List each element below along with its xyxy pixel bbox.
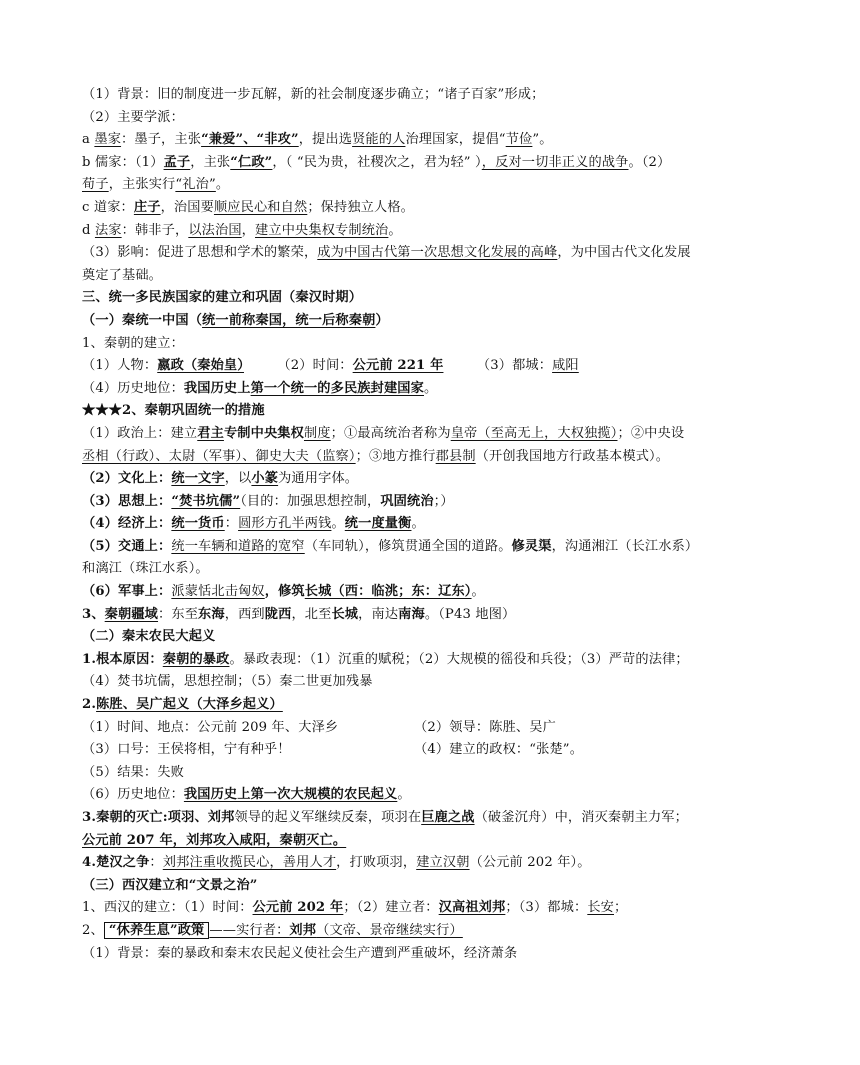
text-segment: 嬴政（秦始皇） — [157, 358, 244, 374]
text-segment: ，（ “民为贵，社稷次之，君为轻” ） — [272, 154, 482, 170]
document-body — [82, 84, 782, 965]
text-segment: ，反对一切非正义的战争 — [481, 154, 629, 170]
text-line — [82, 265, 782, 288]
text-segment: （目的：加强思想控制， — [240, 493, 381, 509]
text-segment: （3）影响：促进了思想和学术的繁荣， — [82, 245, 318, 261]
text-segment: 以法治国 — [188, 222, 242, 238]
text-segment: ； — [614, 900, 628, 916]
text-segment: ，修筑 — [264, 584, 305, 600]
text-segment: ，南达 — [358, 606, 399, 622]
text-segment: （1）背景：旧的制度进一步瓦解，新的社会制度逐步确立；“诸子百家”形成； — [82, 87, 545, 102]
text-segment: 长城 — [331, 606, 359, 622]
text-segment: 皇帝（至高无上，大权独揽） — [450, 425, 618, 441]
text-segment: （4）经济上： — [82, 516, 172, 532]
text-segment: b 儒家：（1） — [82, 154, 164, 170]
text-segment: 统一货币 — [171, 516, 225, 532]
text-segment: 建立中央集权专制统治 — [255, 222, 389, 238]
text-segment: 庄子 — [133, 199, 161, 215]
text-segment: ： — [224, 516, 239, 532]
text-segment: 公元前 221 年 — [352, 358, 444, 374]
text-line — [82, 626, 782, 649]
text-segment: 为通用字体。 — [278, 471, 359, 487]
text-segment: ，西到 — [224, 606, 265, 622]
text-segment: 3、 — [82, 606, 105, 622]
text-segment: 。 — [411, 516, 425, 532]
text-segment: 成为中国古代第一次思想文化发展的高峰 — [317, 245, 558, 261]
text-line — [82, 152, 782, 175]
text-line — [82, 197, 782, 220]
text-segment: 汉高祖刘邦 — [438, 900, 506, 916]
text-segment: 。 — [397, 787, 411, 803]
text-segment: （2）时间： — [244, 358, 353, 374]
text-segment: c 道家： — [82, 199, 134, 215]
text-line — [82, 604, 782, 627]
text-line — [82, 446, 782, 469]
text-segment: 治理国家，提倡“ — [405, 132, 506, 148]
text-segment: ，治国要 — [160, 199, 214, 215]
text-segment: ；③地方推行 — [355, 448, 436, 464]
text-segment: （2）主要学派： — [82, 109, 184, 125]
text-segment: 贤能的人 — [352, 132, 406, 148]
text-segment: ，以 — [224, 471, 252, 487]
text-segment: 郡县制 — [435, 448, 476, 464]
text-segment: （6）历史地位： — [82, 787, 184, 803]
text-segment: 陈胜、吴广起义（大泽乡起义） — [96, 697, 283, 713]
text-segment: ：东至 — [158, 606, 199, 622]
text-segment: 圆形方孔半两钱 — [238, 516, 332, 532]
text-line — [82, 242, 782, 265]
text-line — [82, 513, 782, 536]
text-segment: ， — [241, 222, 256, 238]
text-segment: ；②中央设 — [617, 425, 685, 441]
text-segment: 统一文字 — [171, 471, 225, 487]
text-segment: 领导的起义军继续反秦，项羽在 — [234, 810, 422, 825]
text-segment: 秦朝的暴政 — [162, 651, 230, 667]
text-segment: （4）建立的政权：“张楚”。 — [414, 742, 584, 758]
text-segment: ，提出选 — [298, 132, 353, 148]
text-segment: 3.秦朝的灭亡:项羽、刘邦 — [82, 810, 235, 825]
text-line — [82, 287, 782, 310]
text-segment: ： — [149, 855, 163, 871]
text-line — [82, 423, 782, 446]
text-segment: ：墨子，主张 — [121, 132, 202, 148]
text-line — [82, 129, 782, 152]
text-segment: 东海 — [198, 606, 225, 622]
text-line — [82, 649, 782, 672]
text-segment: 2. — [82, 697, 97, 713]
text-segment: 专制中央集权 — [223, 425, 304, 441]
text-segment: （文帝、景帝继续实行） — [316, 922, 463, 938]
text-segment: 荀子 — [82, 177, 109, 193]
text-segment: 第一个统一的多民族封建国家 — [250, 380, 424, 396]
text-line — [82, 491, 782, 514]
text-line — [82, 174, 782, 197]
text-line — [82, 897, 782, 920]
text-segment: （二）秦末农民大起义 — [82, 629, 216, 645]
text-segment: 君主 — [197, 425, 224, 441]
text-segment: 公元前 202 年 — [252, 900, 344, 916]
text-segment: 1.根本原因： — [82, 651, 163, 667]
text-segment: 统一度量衡 — [344, 516, 412, 532]
text-segment: ；） — [433, 493, 454, 509]
text-segment: 长城（西：临洮；东：辽东） — [304, 584, 472, 600]
text-segment: （一）秦统一中国（ — [82, 312, 203, 328]
text-segment: 。 — [423, 380, 438, 396]
text-line — [82, 852, 782, 875]
text-segment: “休养生息”政策 — [104, 922, 210, 939]
text-segment: 节俭 — [505, 132, 533, 148]
text-segment: 我国历史上 — [183, 380, 251, 396]
text-line — [82, 220, 782, 243]
text-line — [82, 84, 782, 107]
text-line — [82, 355, 782, 378]
text-segment: （6）军事上： — [82, 584, 172, 600]
text-segment: 墨家 — [94, 132, 122, 148]
text-segment: ；（3）都城： — [505, 900, 588, 916]
text-segment: 刘邦注重收揽民心，善用人才 — [162, 855, 337, 871]
text-line — [82, 694, 782, 717]
text-segment: 1、西汉的建立：（1）时间： — [82, 900, 253, 916]
text-segment: （破釜沉舟）中，消灭秦朝主力军； — [474, 810, 688, 825]
text-line — [82, 536, 782, 559]
text-segment: ”。 — [532, 132, 553, 148]
text-line — [82, 400, 782, 423]
text-segment: ；保持独立人格。 — [307, 199, 415, 215]
text-segment: 三、统一多民族国家的建立和巩固（秦汉时期） — [82, 290, 363, 306]
text-line — [82, 762, 782, 785]
text-segment: 。暴政表现：（1）沉重的赋税；（2）大规模的徭役和兵役；（3）严苛的法律； — [229, 651, 689, 667]
text-line — [82, 920, 782, 943]
text-segment: 巨鹿之战 — [421, 810, 475, 825]
text-segment: （4）焚书坑儒，思想控制；（5）秦二世更加残暴 — [82, 674, 373, 690]
text-segment: 。 — [331, 516, 345, 532]
text-segment: 长安 — [587, 900, 614, 916]
text-segment: 统一车辆和道路的宽窄 — [171, 538, 305, 554]
text-segment: 奠定了基础。 — [82, 267, 163, 283]
text-segment: 顺应民心和自然 — [213, 199, 308, 215]
text-segment: 刘邦 — [289, 922, 317, 938]
text-line — [82, 717, 782, 740]
text-segment: ；（2）建立者： — [343, 900, 439, 916]
text-line — [82, 830, 782, 853]
text-segment: ，主张 — [190, 154, 231, 170]
text-segment: （1）政治上：建立 — [82, 425, 198, 441]
text-segment: ，北至 — [291, 606, 332, 622]
text-segment: 。（P43 地图） — [424, 606, 516, 622]
text-segment: 建立汉朝 — [416, 855, 470, 871]
text-segment: ；①最高统治者称为 — [330, 425, 451, 441]
text-segment: 派蒙恬北击匈奴 — [171, 584, 265, 600]
text-line — [82, 784, 782, 807]
text-segment: 陇西 — [264, 606, 292, 622]
text-line — [82, 671, 782, 694]
text-line — [82, 739, 782, 762]
text-segment: （1）时间、地点：公元前 209 年、大泽乡 — [82, 719, 339, 735]
text-segment: （车同轨），修筑贯通全国的道路。 — [304, 538, 512, 554]
text-segment: 孟子 — [163, 154, 191, 170]
text-line — [82, 333, 782, 356]
text-line — [82, 875, 782, 898]
text-line — [82, 310, 782, 333]
text-segment: d — [82, 222, 95, 238]
text-line — [82, 378, 782, 401]
text-segment: a — [82, 132, 95, 148]
text-segment: （2）领导：陈胜、吴广 — [414, 719, 556, 735]
text-segment: ——实行者： — [209, 922, 290, 938]
text-segment: 。（2） — [628, 154, 671, 170]
text-segment: 小篆 — [251, 471, 279, 487]
text-segment: “兼爱”、“非攻” — [201, 132, 299, 148]
text-segment: 南海 — [398, 606, 425, 622]
text-segment: 。 — [471, 584, 485, 600]
text-segment: ：韩非子， — [121, 222, 189, 238]
text-line — [82, 107, 782, 130]
text-segment: （1）人物： — [82, 358, 158, 374]
text-segment: 和漓江（珠江水系）。 — [82, 561, 209, 577]
text-segment: 统一前称秦国，统一后称秦朝 — [202, 312, 376, 328]
text-segment: （2）文化上： — [82, 471, 172, 487]
text-segment: 。 — [388, 222, 402, 238]
text-segment: （3）都城： — [443, 358, 553, 374]
text-line — [82, 943, 782, 966]
text-segment: 我国历史上第一次大规模的农民起义 — [183, 787, 398, 803]
text-segment: 公元前 207 年，刘邦攻入咸阳，秦朝灭亡。 — [82, 832, 347, 848]
text-segment: “仁政” — [230, 154, 273, 170]
text-segment: 修灵渠 — [511, 538, 552, 554]
text-segment: （3）口号：王侯将相，宁有种乎！ — [82, 742, 291, 758]
text-segment: ） — [375, 312, 389, 328]
text-segment: 2、 — [82, 922, 104, 938]
text-segment: 法家 — [94, 222, 122, 238]
text-line — [82, 581, 782, 604]
text-segment: 秦朝疆域 — [104, 606, 159, 622]
text-segment: （三）西汉建立和“文景之治” — [82, 877, 258, 893]
text-segment: （5）结果：失败 — [82, 764, 184, 780]
text-line — [82, 468, 782, 491]
text-segment: ，沟通湘江（长江水系） — [551, 538, 699, 554]
text-segment: 制度 — [303, 425, 331, 441]
text-line — [82, 558, 782, 581]
text-segment: （5）交通上： — [82, 538, 172, 554]
text-segment: ，主张实行 — [108, 177, 176, 193]
text-segment: 丞相（行政）、太尉（军事）、御史大夫（监察） — [82, 448, 356, 464]
text-segment: ★★★2、秦朝巩固统一的措施 — [82, 403, 265, 419]
text-segment: 咸阳 — [552, 358, 579, 374]
text-segment: 4.楚汉之争 — [82, 855, 150, 871]
text-segment: 1、秦朝的建立： — [82, 335, 184, 351]
text-segment: （3）思想上： — [82, 493, 172, 509]
text-segment: ，为中国古代文化发展 — [557, 245, 691, 261]
text-segment: （1）背景：秦的暴政和秦末农民起义使社会生产遭到严重破坏，经济萧条 — [82, 945, 518, 961]
text-line — [82, 807, 782, 830]
text-segment: （公元前 202 年）。 — [469, 855, 591, 871]
text-segment: 巩固统治 — [380, 493, 434, 509]
text-segment: “焚书坑儒” — [171, 493, 241, 509]
text-segment: （开创我国地方行政基本模式）。 — [475, 448, 670, 464]
text-segment: 。 — [215, 177, 230, 193]
text-segment: ，打败项羽， — [336, 855, 417, 871]
text-segment: “礼治” — [175, 177, 216, 193]
text-segment: （4）历史地位： — [82, 380, 184, 396]
